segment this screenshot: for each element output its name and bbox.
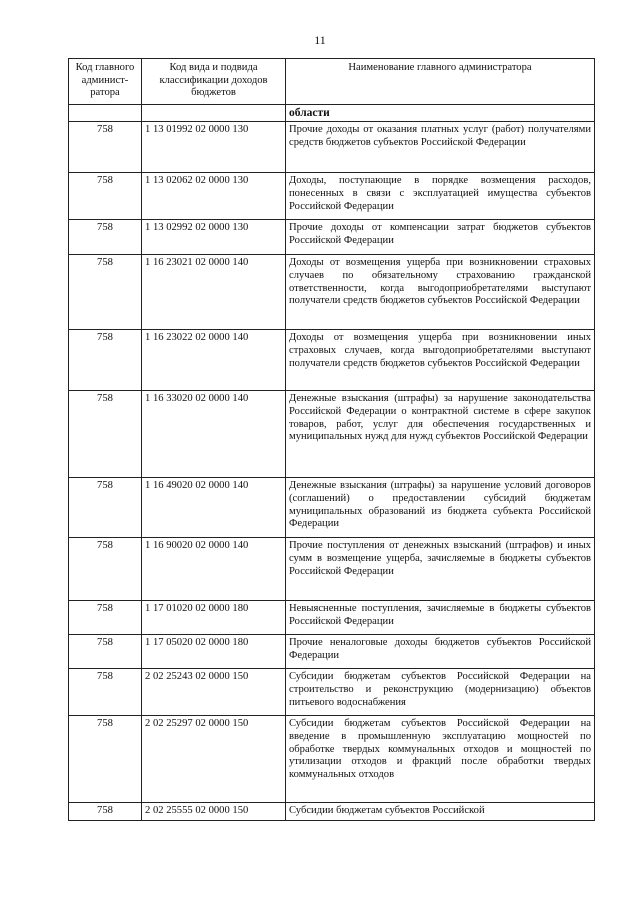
kbk-cell: 1 16 23021 02 0000 140 xyxy=(142,255,286,330)
table-header-row xyxy=(69,59,595,105)
kbk-cell: 2 02 25555 02 0000 150 xyxy=(142,803,286,821)
admin-code-cell: 758 xyxy=(69,669,142,716)
table-row xyxy=(69,669,595,716)
admin-name-cell: Субсидии бюджетам субъектов Российской Федерации на строительство и реконструкцию (модернизацию) объектов питьевого водоснабжения xyxy=(286,669,595,716)
kbk-cell: 1 13 02992 02 0000 130 xyxy=(142,220,286,255)
table-row xyxy=(69,330,595,391)
admin-name-cell: Денежные взыскания (штрафы) за нарушение законодательства Российской Федерации о контрактной системе в сфере закупок товаров, работ, услуг для обеспечения государственных и муниципальных нужд для нужд субъектов Российской Федерации xyxy=(286,391,595,478)
header-admin-code: Код главного админист-ратора xyxy=(69,59,142,105)
admin-name-cell: Доходы от возмещения ущерба при возникновении страховых случаев по обязательному страхованию гражданской ответственности, когда выгодоприобретателями выступают получатели средств бюджетов субъектов Российской Федерации xyxy=(286,255,595,330)
kbk-cell: 1 16 23022 02 0000 140 xyxy=(142,330,286,391)
table-row xyxy=(69,601,595,635)
header-admin-name: Наименование главного администратора xyxy=(286,59,595,105)
table-row xyxy=(69,173,595,220)
admin-code-cell: 758 xyxy=(69,635,142,669)
table-row xyxy=(69,478,595,538)
admin-code-cell: 758 xyxy=(69,330,142,391)
kbk-cell: 1 16 33020 02 0000 140 xyxy=(142,391,286,478)
header-kbk: Код вида и подвида классификации доходов бюджетов xyxy=(142,59,286,105)
admin-code-cell: 758 xyxy=(69,538,142,601)
section-empty-cell xyxy=(142,104,286,122)
admin-name-cell: Субсидии бюджетам субъектов Российской Федерации на введение в промышленную эксплуатацию мощностей по обработке твердых коммунальных отходов и мощностей по утилизации отходов и фракций после обработки твердых коммунальных отходов xyxy=(286,716,595,803)
admin-name-cell: Субсидии бюджетам субъектов Российской xyxy=(286,803,595,821)
admin-code-cell: 758 xyxy=(69,803,142,821)
kbk-cell: 1 16 49020 02 0000 140 xyxy=(142,478,286,538)
section-label: области xyxy=(286,104,595,122)
table-row xyxy=(69,122,595,173)
table-row xyxy=(69,635,595,669)
table-row xyxy=(69,391,595,478)
admin-name-cell: Денежные взыскания (штрафы) за нарушение условий договоров (соглашений) о предоставлении субсидий бюджетам муниципальных образований из бюджета субъекта Российской Федерации xyxy=(286,478,595,538)
admin-name-cell: Прочие доходы от компенсации затрат бюджетов субъектов Российской Федерации xyxy=(286,220,595,255)
table-row xyxy=(69,803,595,821)
admin-name-cell: Доходы от возмещения ущерба при возникновении иных страховых случаев, когда выгодоприобретателями выступают получатели средств бюджетов субъектов Российской Федерации xyxy=(286,330,595,391)
admin-name-cell: Доходы, поступающие в порядке возмещения расходов, понесенных в связи с эксплуатацией имущества субъектов Российской Федерации xyxy=(286,173,595,220)
admin-code-cell: 758 xyxy=(69,601,142,635)
admin-code-cell: 758 xyxy=(69,173,142,220)
admin-code-cell: 758 xyxy=(69,391,142,478)
table-row xyxy=(69,255,595,330)
admin-code-cell: 758 xyxy=(69,220,142,255)
admin-name-cell: Прочие поступления от денежных взысканий (штрафов) и иных сумм в возмещение ущерба, зачисляемые в бюджеты субъектов Российской Федерации xyxy=(286,538,595,601)
table-row xyxy=(69,538,595,601)
page-number: 11 xyxy=(314,33,326,47)
kbk-cell: 2 02 25243 02 0000 150 xyxy=(142,669,286,716)
kbk-cell: 2 02 25297 02 0000 150 xyxy=(142,716,286,803)
table-row xyxy=(69,220,595,255)
admin-code-cell: 758 xyxy=(69,122,142,173)
admin-name-cell: Невыясненные поступления, зачисляемые в бюджеты субъектов Российской Федерации xyxy=(286,601,595,635)
admin-name-cell: Прочие доходы от оказания платных услуг (работ) получателями средств бюджетов субъектов Российской Федерации xyxy=(286,122,595,173)
section-empty-cell xyxy=(69,104,142,122)
table-row xyxy=(69,716,595,803)
kbk-cell: 1 13 02062 02 0000 130 xyxy=(142,173,286,220)
admin-code-cell: 758 xyxy=(69,478,142,538)
section-row xyxy=(69,104,595,122)
kbk-cell: 1 17 01020 02 0000 180 xyxy=(142,601,286,635)
admin-code-cell: 758 xyxy=(69,716,142,803)
revenue-administrators-table xyxy=(68,58,595,821)
kbk-cell: 1 17 05020 02 0000 180 xyxy=(142,635,286,669)
admin-code-cell: 758 xyxy=(69,255,142,330)
kbk-cell: 1 13 01992 02 0000 130 xyxy=(142,122,286,173)
admin-name-cell: Прочие неналоговые доходы бюджетов субъектов Российской Федерации xyxy=(286,635,595,669)
kbk-cell: 1 16 90020 02 0000 140 xyxy=(142,538,286,601)
